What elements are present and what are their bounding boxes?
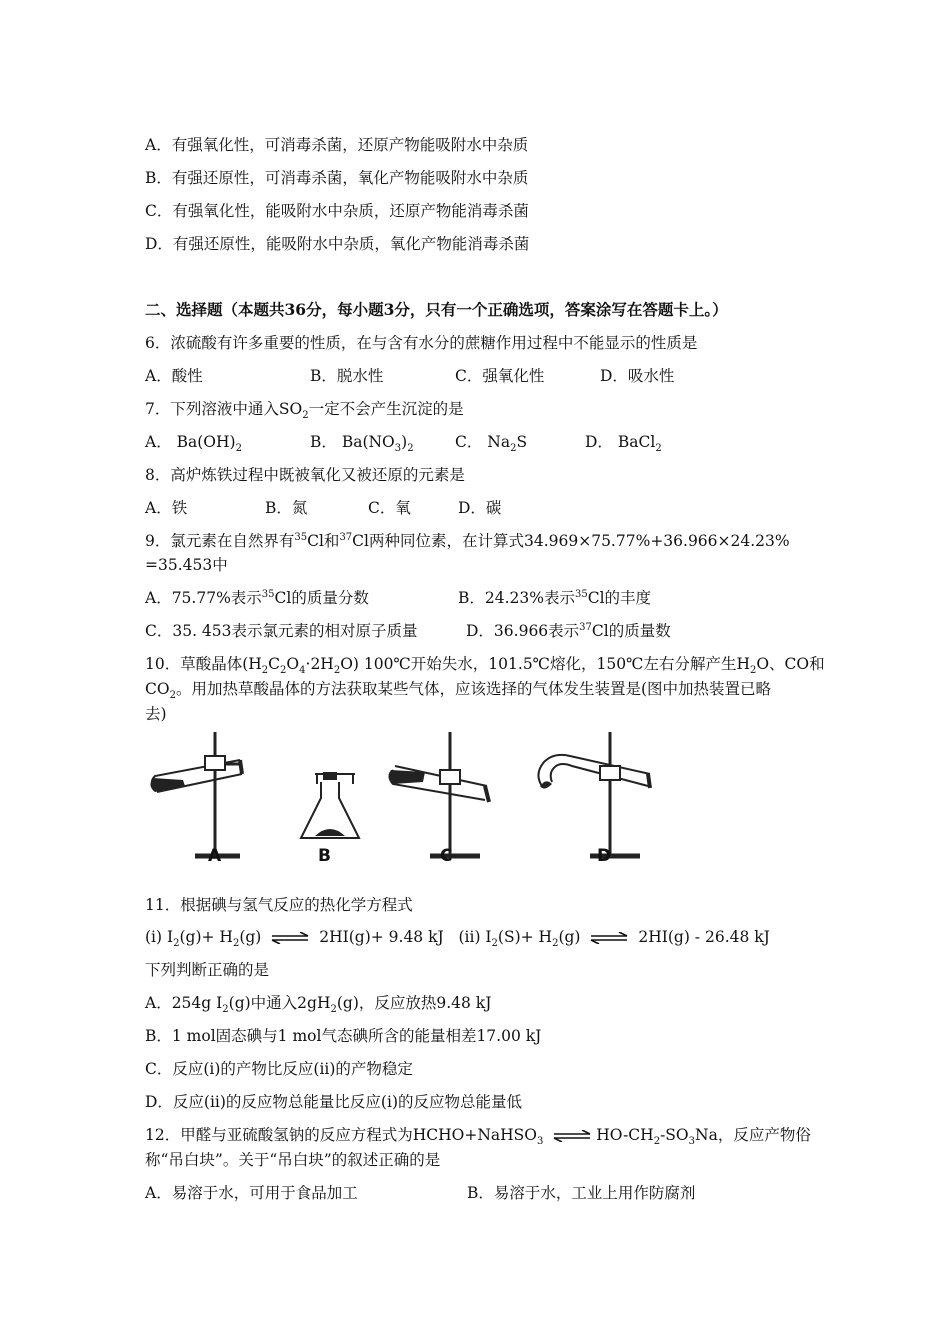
- section-heading: 二、选择题（本题共36分，每小题3分，只有一个正确选项，答案涂写在答题卡上。）: [145, 300, 728, 319]
- q5-option-d: D．有强还原性，能吸附水中杂质，氧化产物能消毒杀菌: [145, 235, 530, 253]
- q12-option-a: A．易溶于水，可用于食品加工: [145, 1184, 358, 1202]
- q10-stem-line3: 去): [145, 705, 167, 723]
- q11-option-c: C．反应(i)的产物比反应(ii)的产物稳定: [145, 1060, 413, 1078]
- q8-option-b: B．氮: [265, 499, 308, 517]
- q9-option-c: C．35. 453表示氯元素的相对原子质量: [145, 622, 418, 640]
- q11-option-a: A．254g $I_2(g)$中通入$2gH_2(g)$，反应放热9.48 kJ: [145, 994, 492, 1016]
- q9-option-a: A．75.77%表示$^{35}$Cl的质量分数: [145, 588, 369, 607]
- q11-prompt: 下列判断正确的是: [145, 961, 270, 979]
- q11-equations: (i) $I_2(g)+ H_2(g)$ 2HI(g)+ 9.48 kJ (ii) $I_2(S)+ H_2(g)$ 2HI(g) - 26.48 kJ: [145, 928, 770, 950]
- apparatus-c-label: C: [440, 846, 453, 866]
- q9-option-d: D．36.966表示$^{37}$Cl的质量数: [466, 621, 671, 640]
- q7-option-a: A． $Ba(OH)_2$: [145, 433, 242, 455]
- q8-option-c: C．氧: [368, 499, 411, 517]
- q12-option-b: B．易溶于水，工业上用作防腐剂: [467, 1184, 696, 1202]
- q6-option-b: B．脱水性: [310, 367, 384, 385]
- q6-option-c: C．强氧化性: [455, 367, 545, 385]
- q5-option-a: A．有强氧化性，可消毒杀菌，还原产物能吸附水中杂质: [145, 136, 529, 154]
- apparatus-d-drawing: [530, 730, 660, 870]
- apparatus-b-label: B: [318, 846, 331, 866]
- q7-stem: 7．下列溶液中通入$SO_2$一定不会产生沉淀的是: [145, 400, 464, 422]
- q6-option-d: D．吸水性: [600, 367, 675, 385]
- q6-option-a: A．酸性: [145, 367, 203, 385]
- q5-option-c: C．有强氧化性，能吸附水中杂质，还原产物能消毒杀菌: [145, 202, 529, 220]
- q9-stem-line2: =35.453中: [145, 556, 228, 574]
- apparatus-a-label: A: [208, 846, 222, 866]
- equilibrium-arrow-icon: [270, 932, 310, 944]
- q11-stem: 11．根据碘与氢气反应的热化学方程式: [145, 896, 413, 914]
- q11-option-d: D．反应(ii)的反应物总能量比反应(i)的反应物总能量低: [145, 1093, 522, 1111]
- q8-stem: 8．高炉炼铁过程中既被氧化又被还原的元素是: [145, 466, 465, 484]
- apparatus-d-label: D: [597, 846, 612, 866]
- q7-option-b: B． $Ba(NO_3)_2$: [310, 433, 414, 455]
- q7-option-d: D． BaCl$_2$: [585, 433, 662, 455]
- q9-stem-line1: 9．氯元素在自然界有$^{35}$Cl和$^{37}$Cl两种同位素，在计算式34.969×75.77%+36.966×24.23%: [145, 531, 790, 550]
- q5-option-b: B．有强还原性，可消毒杀菌，氧化产物能吸附水中杂质: [145, 169, 529, 187]
- equilibrium-arrow-icon: [589, 932, 629, 944]
- q9-option-b: B．24.23%表示$^{35}$Cl的丰度: [458, 588, 652, 607]
- q8-option-d: D．碳: [458, 499, 502, 517]
- q12-stem-line2: 称“吊白块”。关于“吊白块”的叙述正确的是: [145, 1151, 441, 1169]
- apparatus-a-drawing: [145, 730, 245, 870]
- q10-stem-line1: 10．草酸晶体$(H_2C_2O_4\cdot 2H_2O)$ 100℃开始失水，101.5℃熔化，150℃左右分解产生$H_2O$、CO和: [145, 655, 825, 677]
- equilibrium-arrow-icon: [552, 1130, 592, 1142]
- q12-stem-line1: 12．甲醛与亚硫酸氢钠的反应方程式为HCHO+NaHSO$_3$ $HO-CH_2-SO_3Na$，反应产物俗: [145, 1126, 811, 1148]
- q10-stem-line2: $CO_2$。用加热草酸晶体的方法获取某些气体，应该选择的气体发生装置是(图中加热装置已略: [145, 680, 772, 702]
- apparatus-b-drawing: [295, 770, 365, 845]
- q8-option-a: A．铁: [145, 499, 188, 517]
- q11-option-b: B．1 mol固态碘与1 mol气态碘所含的能量相差17.00 kJ: [145, 1027, 542, 1045]
- q6-stem: 6．浓硫酸有许多重要的性质，在与含有水分的蔗糖作用过程中不能显示的性质是: [145, 334, 698, 352]
- q7-option-c: C． $Na_2S$: [455, 433, 528, 455]
